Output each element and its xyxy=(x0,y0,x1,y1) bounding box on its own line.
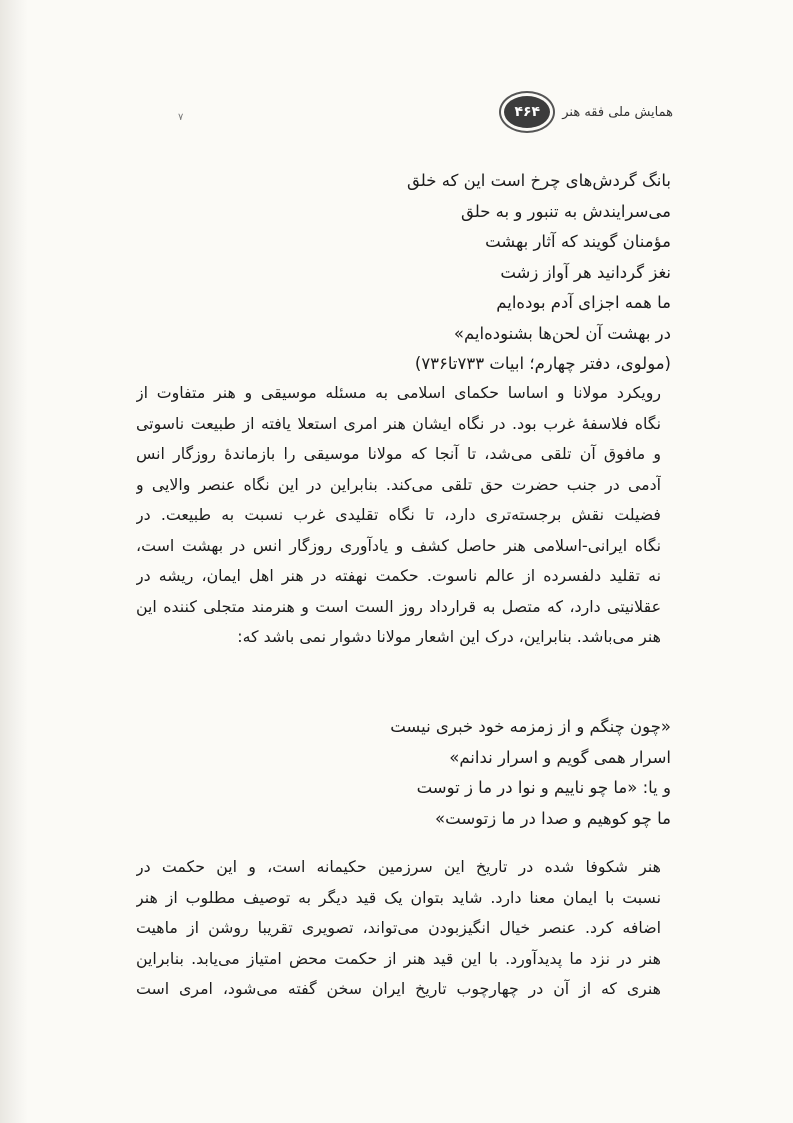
paragraph-line: رویکرد مولانا و اساسا حکمای اسلامی به مسئله موسیقی و هنر متفاوت از xyxy=(136,383,661,402)
poem-line: بانگ گردش‌های چرخ است این که خلق xyxy=(407,171,671,190)
poem-line: می‌سرایندش به تنبور و به حلق xyxy=(460,201,671,221)
paragraph-line: و مافوق آن تلقی می‌شد، تا آنجا که مولانا موسیقی را بازماندۀ روزگار انس xyxy=(136,444,661,463)
paragraph-line: عقلانیتی دارد، که متصل به قرارداد روز الست است و هنرمند متجلی کننده این xyxy=(136,596,661,616)
paragraph-line: نگاه فلاسفۀ غرب بود. در نگاه ایشان هنر امری استعلا یافته از طبیعت ناسوتی xyxy=(136,413,661,433)
paragraph-2 xyxy=(136,852,661,1005)
paragraph-line: اضافه کرد. عنصر خیال انگیزبودن می‌تواند، تصویری تقریبا روشن از ماهیت xyxy=(136,918,661,937)
page-header xyxy=(504,96,673,128)
poem-line: مؤمنان گویند که آثار بهشت xyxy=(485,232,671,251)
poem-line: اسرار همی گویم و اسرار ندانم» xyxy=(449,747,671,767)
header-mark: ۷ xyxy=(178,112,184,123)
running-title: همایش ملی فقه هنر xyxy=(562,104,673,120)
paragraph-line: هنر می‌باشد. بنابراین، درک این اشعار مولانا دشوار نمی باشد که: xyxy=(237,627,661,646)
poem-block-2 xyxy=(231,712,671,834)
paragraph-line: نه تقلید دلفسرده از عالم ناسوت. حکمت نهفته در هنر اهل ایمان، ریشه در xyxy=(136,566,661,585)
paragraph-1 xyxy=(136,378,661,653)
poem-line: ما همه اجزای آدم بوده‌ایم xyxy=(496,293,671,312)
poem-line: و یا: «ما چو ناییم و نوا در ما ز توست xyxy=(416,778,671,797)
paragraph-line: هنر شکوفا شده در تاریخ این سرزمین حکیمانه است، و این حکمت در xyxy=(136,857,661,876)
poem-line: ما چو کوهیم و صدا در ما زتوست» xyxy=(435,808,671,828)
poem-block-1 xyxy=(231,166,671,380)
paragraph-line: فضیلت نقش برجسته‌تری دارد، تا نگاه تقلیدی غرب نسبت به طبیعت. در xyxy=(136,505,661,524)
poem-line: نغز گردانید هر آواز زشت xyxy=(500,262,671,282)
paragraph-line: هنر در نزد ما پدیدآورد. با این قید هنر از حکمت محض امتیاز می‌یابد. بنابراین xyxy=(136,948,661,968)
poem-line: «چون چنگم و از زمزمه خود خبری نیست xyxy=(390,717,671,736)
paragraph-line: نگاه ایرانی-اسلامی هنر حاصل کشف و یادآوری روزگار انس در بهشت است، xyxy=(136,535,661,555)
paragraph-line: نسبت با ایمان معنا دارد. شاید بتوان یک قید دیگر به توصیف مطلوب از هنر xyxy=(136,887,661,907)
poem-citation: (مولوی، دفتر چهارم؛ ابیات ۷۳۳تا۷۳۶) xyxy=(414,354,671,373)
page-number-badge: ۴۶۴ xyxy=(504,96,550,128)
poem-line: در بهشت آن لحن‌ها بشنوده‌ایم» xyxy=(453,323,671,343)
paragraph-line: هنری که از آن در چهارچوب تاریخ ایران سخن گفته می‌شود، امری است xyxy=(136,979,661,998)
paragraph-line: آدمی در جنب حضرت حق تلقی می‌کند. بنابراین در این نگاه عنصر والایی و xyxy=(136,474,661,494)
